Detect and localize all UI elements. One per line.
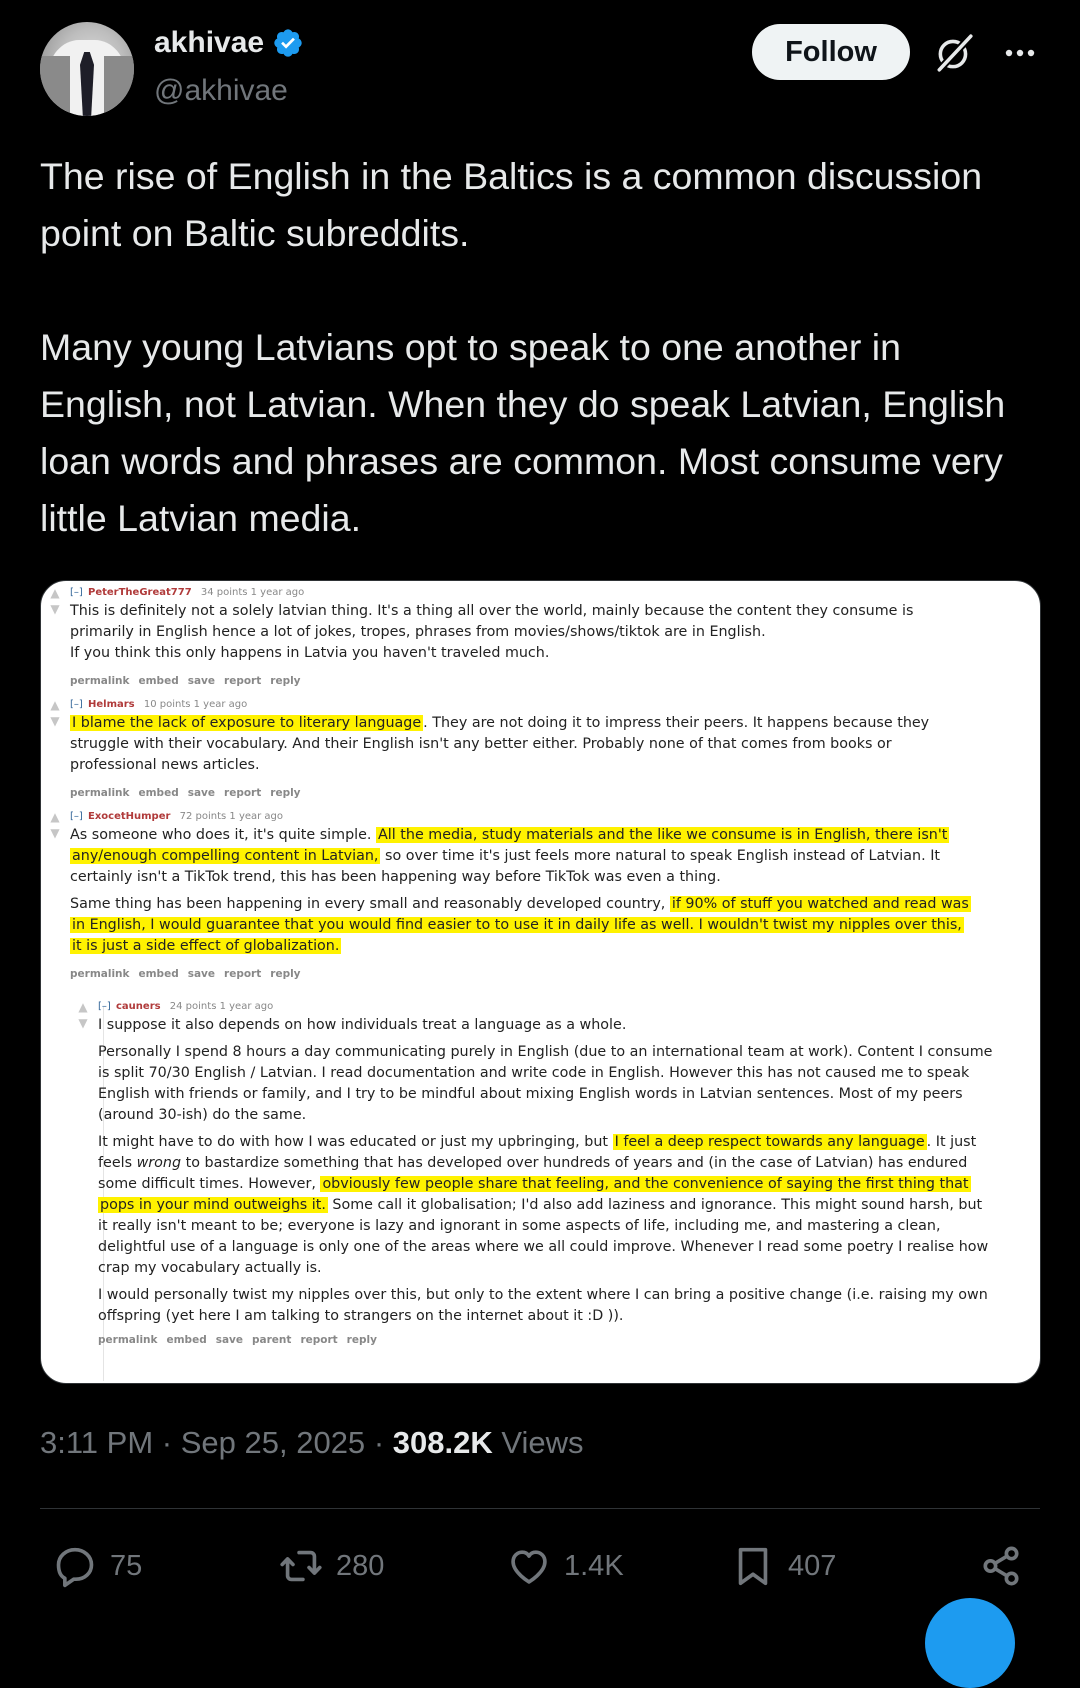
reddit-comment-exocethumper xyxy=(50,809,975,985)
tweet-text xyxy=(40,148,1030,547)
tweet-timestamp-row xyxy=(40,1425,584,1461)
report-link: report xyxy=(224,675,262,687)
repost-button[interactable] xyxy=(278,1536,384,1596)
comment-author: cauners xyxy=(116,1001,161,1012)
comment-body xyxy=(70,713,970,776)
views-count: 308.2K xyxy=(392,1425,493,1460)
highlighted-text: obviously few people share that feeling, and the convenience of saying the first thing that pops in your mind outweighs it. xyxy=(100,1176,969,1213)
like-count: 1.4K xyxy=(564,1549,624,1582)
permalink-link: permalink xyxy=(98,1334,158,1346)
collapse-toggle: [–] xyxy=(98,1001,111,1012)
reply-icon xyxy=(52,1543,98,1589)
reply-count: 75 xyxy=(110,1549,143,1582)
permalink-link: permalink xyxy=(70,787,130,799)
reply-link: reply xyxy=(270,787,301,799)
author-handle[interactable]: @akhivae xyxy=(154,74,288,107)
embed-link: embed xyxy=(138,968,179,980)
comment-body xyxy=(98,1015,996,1327)
comment-text: I suppose it also depends on how individuals treat a language as a whole. xyxy=(98,1017,627,1033)
embed-link: embed xyxy=(138,675,179,687)
comment-actions xyxy=(70,963,975,985)
reply-button[interactable] xyxy=(52,1536,142,1596)
comment-text: I would personally twist my nipples over this, but only to the extent where I can bring a positive change (i.e. raising my own offspring (yet here I am talking to strangers on the internet about it :D )). xyxy=(98,1287,988,1324)
report-link: report xyxy=(224,787,262,799)
verified-badge-icon xyxy=(272,27,304,59)
separator: · xyxy=(373,1425,385,1460)
like-button[interactable] xyxy=(506,1536,624,1596)
comment-text: This is definitely not a solely latvian thing. It's a thing all over the world, mainly because the content they consume is primarily in English hence a lot of jokes, tropes, phrases from movies/shows/tiktok are in English. xyxy=(70,603,914,640)
highlighted-text: All the media, study materials and the like we consume is in English, there isn't any/enough compelling content in Latvian, xyxy=(72,827,948,864)
save-link: save xyxy=(215,1334,244,1346)
reddit-comment-peterthegreat777 xyxy=(50,585,970,692)
comment-meta xyxy=(70,585,970,601)
comment-points: 34 points 1 year ago xyxy=(200,587,305,598)
repost-count: 280 xyxy=(336,1549,385,1582)
share-button[interactable] xyxy=(978,1536,1024,1596)
tweet-paragraph-2: Many young Latvians opt to speak to one another in English, not Latvian. When they do speak Latvian, English loan words and phrases are common. Most consume very little Latvian media. xyxy=(40,326,1006,539)
comment-body xyxy=(70,601,970,664)
comment-text: I blame the lack of exposure to literary language . They are not doing it to impress their peers. It happens because they struggle with their vocabulary. And their English isn't any better either. Probably none of that comes from books or professional news articles. xyxy=(70,715,930,773)
comment-meta xyxy=(70,809,975,825)
tweet-date[interactable]: Sep 25, 2025 xyxy=(180,1425,366,1460)
comment-text: Same thing has been happening in every small and reasonably developed country, if 90% of stuff you watched and read was in English, I would guarantee that you would find easier to to use it in daily life as well. I wouldn't twist my nipples over this, it is just a side effect of globalization. xyxy=(70,896,969,954)
avatar[interactable] xyxy=(40,22,134,116)
repost-icon xyxy=(278,1543,324,1589)
bookmark-count: 407 xyxy=(788,1549,837,1582)
highlighted-text: I blame the lack of exposure to literary language xyxy=(72,715,422,731)
highlighted-text: I feel a deep respect towards any language xyxy=(614,1134,925,1150)
report-link: report xyxy=(224,968,262,980)
highlighted-text: if 90% of stuff you watched and read was in English, I would guarantee that you would find easier to to use it in daily life as well. I wouldn't twist my nipples over this, it is just a side effect of globalization. xyxy=(72,896,969,954)
comment-author: PeterTheGreat777 xyxy=(88,587,192,598)
compose-fab-button[interactable] xyxy=(925,1598,1015,1688)
comment-author: Helmars xyxy=(88,699,135,710)
comment-author: ExocetHumper xyxy=(88,811,171,822)
tweet-time[interactable]: 3:11 PM xyxy=(40,1425,154,1460)
divider xyxy=(40,1508,1040,1509)
comment-text: Personally I spend 8 hours a day communicating purely in English (due to an international team at work). Content I consume is split 70/30 English / Latvian. I read documentation and write code in English. However this has not caused me to speak English with friends or family, and I try to be mindful about mixing English words in Latvian sentences. Most of my peers (around 30-ish) do the same. xyxy=(98,1044,993,1123)
save-link: save xyxy=(187,787,216,799)
bookmark-icon xyxy=(730,1543,776,1589)
vote-arrows-icon: ▲ ▼ xyxy=(78,1000,88,1030)
reddit-comment-cauners xyxy=(78,999,996,1351)
vote-arrows-icon: ▲ ▼ xyxy=(50,698,60,728)
comment-meta xyxy=(70,697,970,713)
comment-points: 72 points 1 year ago xyxy=(179,811,284,822)
report-link: report xyxy=(300,1334,338,1346)
tweet-paragraph-1: The rise of English in the Baltics is a common discussion point on Baltic subreddits. xyxy=(40,155,983,254)
separator: · xyxy=(161,1425,173,1460)
vote-arrows-icon: ▲ ▼ xyxy=(50,586,60,616)
comment-actions xyxy=(70,782,970,804)
collapse-toggle: [–] xyxy=(70,699,83,710)
parent-link: parent xyxy=(252,1334,292,1346)
vote-arrows-icon: ▲ ▼ xyxy=(50,810,60,840)
more-options-icon[interactable] xyxy=(1000,36,1040,70)
reply-link: reply xyxy=(270,968,301,980)
comment-text: If you think this only happens in Latvia you haven't traveled much. xyxy=(70,645,550,661)
views-label: Views xyxy=(501,1425,584,1460)
comment-actions xyxy=(70,670,970,692)
comment-text: It might have to do with how I was educated or just my upbringing, but I feel a deep respect towards any language . It just feels wrong to bastardize something that has developed over hundreds of years and (in the case of Latvian) has endured some difficult times. However, obviously few people share that feeling, and the convenience of saying the first thing that pops in your mind outweighs it. Some call it globalisation; I'd also add laziness and ignorance. This might sound harsh, but it really isn't meant to be; everyone is lazy and ignorant in some aspects of life, including me, and mastering a clean, delightful use of a language is only one of the areas where we all could improve. Whenever I read some poetry I realise how crap my vocabulary actually is. xyxy=(98,1134,989,1276)
comment-actions xyxy=(98,1329,996,1351)
reply-link: reply xyxy=(270,675,301,687)
follow-button[interactable]: Follow xyxy=(752,24,910,80)
comment-points: 24 points 1 year ago xyxy=(169,1001,274,1012)
heart-icon xyxy=(506,1543,552,1589)
collapse-toggle: [–] xyxy=(70,587,83,598)
comment-text: As someone who does it, it's quite simple. All the media, study materials and the like we consume is in English, there isn't any/enough compelling content in Latvian, so over time it's just feels more natural to speak English instead of Latvian. It certainly isn't a TikTok trend, this has been happening way before TikTok was even a thing. xyxy=(70,827,948,885)
tweet-header xyxy=(40,22,1040,122)
save-link: save xyxy=(187,675,216,687)
share-icon xyxy=(978,1543,1024,1589)
display-name[interactable]: akhivae xyxy=(154,26,265,59)
embed-link: embed xyxy=(138,787,179,799)
permalink-link: permalink xyxy=(70,675,130,687)
comment-meta xyxy=(98,999,996,1015)
comment-points: 10 points 1 year ago xyxy=(143,699,248,710)
save-link: save xyxy=(187,968,216,980)
bookmark-button[interactable] xyxy=(730,1536,836,1596)
permalink-link: permalink xyxy=(70,968,130,980)
tweet-media-image[interactable] xyxy=(40,580,1041,1384)
collapse-toggle: [–] xyxy=(70,811,83,822)
grok-icon[interactable] xyxy=(933,32,975,74)
reply-link: reply xyxy=(346,1334,377,1346)
embed-link: embed xyxy=(166,1334,207,1346)
reddit-comment-helmars xyxy=(50,697,970,804)
comment-body xyxy=(70,825,975,957)
author-name-row xyxy=(154,26,304,60)
